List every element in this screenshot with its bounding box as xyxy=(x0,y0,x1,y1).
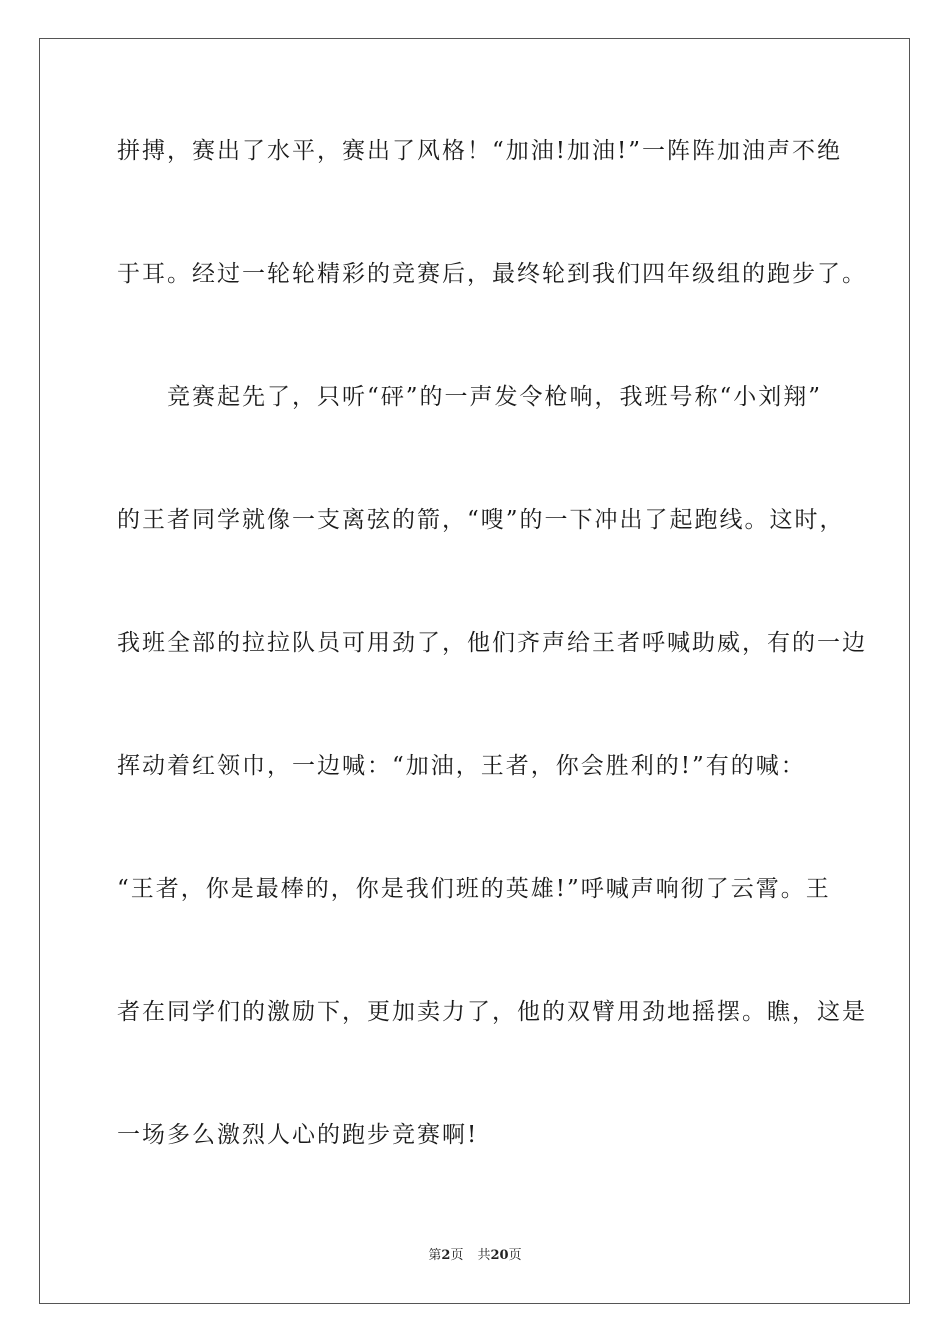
body-text-line-2: 于耳。经过一轮轮精彩的竞赛后，最终轮到我们四年级组的跑步了。 xyxy=(117,261,867,287)
page-number: 2 xyxy=(441,1248,451,1263)
page-footer xyxy=(0,1248,950,1264)
body-text-line-1: 拼搏，赛出了水平，赛出了风格！“加油!加油!”一阵阵加油声不绝 xyxy=(117,138,843,164)
body-text-line-6: 挥动着红领巾，一边喊：“加油，王者，你会胜利的!”有的喊： xyxy=(117,753,806,779)
page-border xyxy=(39,38,910,1304)
page-suffix: 页 xyxy=(450,1248,464,1263)
page-prefix: 第 xyxy=(428,1248,442,1263)
body-text-line-7: “王者，你是最棒的，你是我们班的英雄!”呼喊声响彻了云霄。王 xyxy=(117,876,831,902)
total-prefix: 共 xyxy=(477,1248,491,1263)
body-text-line-4: 的王者同学就像一支离弦的箭，“嗖”的一下冲出了起跑线。这时， xyxy=(117,507,845,533)
total-suffix: 页 xyxy=(508,1248,522,1263)
body-text-line-9: 一场多么激烈人心的跑步竞赛啊! xyxy=(117,1122,479,1148)
body-text-line-8: 者在同学们的激励下，更加卖力了，他的双臂用劲地摇摆。瞧，这是 xyxy=(117,999,867,1025)
total-pages: 20 xyxy=(490,1248,509,1263)
body-text-line-5: 我班全部的拉拉队员可用劲了，他们齐声给王者呼喊助威，有的一边 xyxy=(117,630,867,656)
body-text-line-3: 竞赛起先了，只听“砰”的一声发令枪响，我班号称“小刘翔” xyxy=(117,384,823,410)
